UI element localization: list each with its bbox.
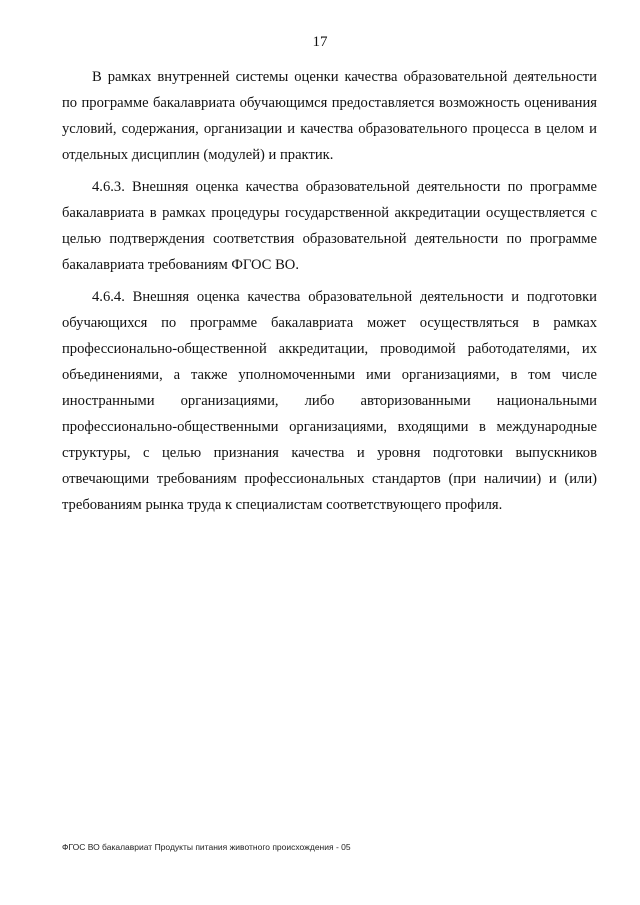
page-number: 17: [312, 34, 328, 50]
document-body: [62, 64, 597, 524]
paragraph-4-6-3: 4.6.3. Внешняя оценка качества образовательной деятельности по программе бакалавриата в рамках процедуры государственной аккредитации осуществляется с целью подтверждения соответствия образовательной деятельности по программе бакалавриата требованиям ФГОС ВО.: [62, 179, 597, 273]
paragraph-4-6-4: 4.6.4. Внешняя оценка качества образовательной деятельности и подготовки обучающихся по программе бакалавриата может осуществляться в рамках профессионально-общественной аккредитации, проводимой работодателями, их объединениями, а также уполномоченными ими организациями, в том числе иностранными организациями, либо авторизованными национальными профессионально-общественными организациями, входящими в международные структуры, с целью признания качества и уровня подготовки выпускников отвечающими требованиям профессиональных стандартов (при наличии) и (или) требованиям рынка труда к специалистам соответствующего профиля.: [62, 289, 597, 513]
paragraph-internal-quality: В рамках внутренней системы оценки качества образовательной деятельности по программе бакалавриата обучающимся предоставляется возможность оценивания условий, содержания, организации и качества образовательного процесса в целом и отдельных дисциплин (модулей) и практик.: [62, 69, 597, 163]
page-footer: ФГОС ВО бакалавриат Продукты питания животного происхождения - 05: [62, 842, 351, 852]
